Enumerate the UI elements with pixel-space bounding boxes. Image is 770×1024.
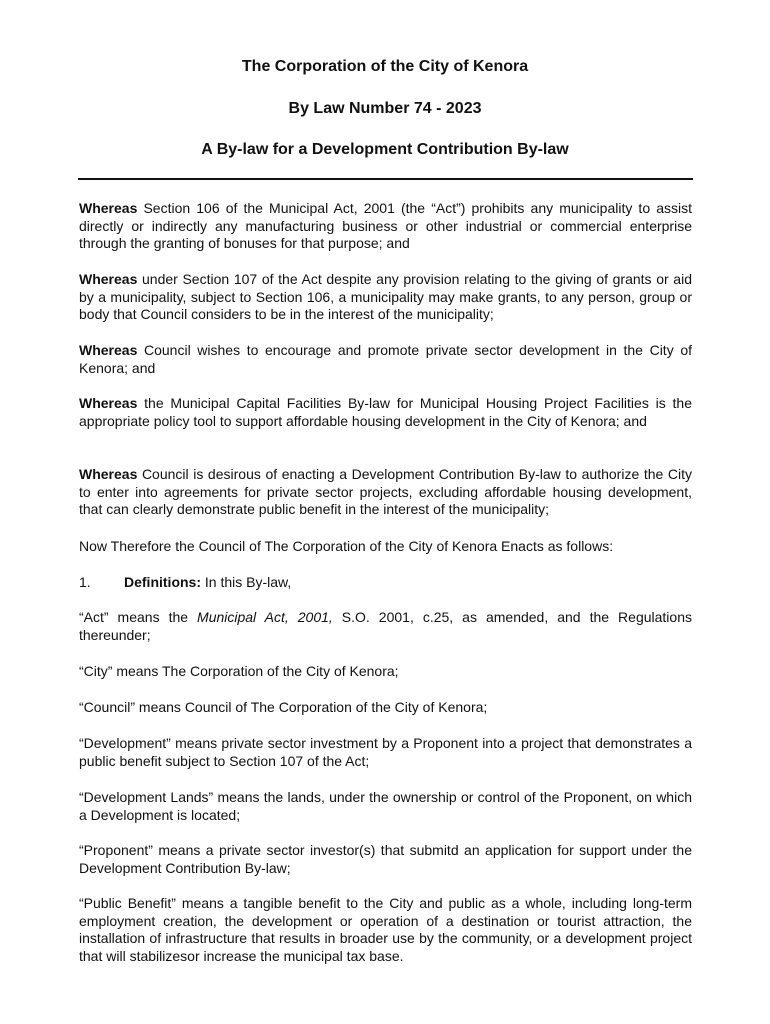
recital-text: under Section 107 of the Act despite any provision relating to the giving of grants or aid by a municipality, subject to Section 106, a municipality may make grants, to any person, group or body that Council considers to be in the interest of the municipality;	[79, 271, 692, 323]
recital-2	[79, 271, 692, 324]
definition-public-benefit: “Public Benefit” means a tangible benefit to the City and public as a whole, including long-term employment creation, the development or operation of a destination or tourist attraction, the installation of infrastructure that results in broader use by the community, or a development project that will stabilizesor increase the municipal tax base.	[79, 895, 692, 964]
recital-5	[79, 466, 692, 519]
recital-4	[79, 395, 692, 430]
recital-lead: Whereas	[79, 200, 138, 216]
definition-act	[79, 609, 692, 644]
definition-council: “Council” means Council of The Corporation of the City of Kenora;	[79, 699, 488, 715]
recital-text: Section 106 of the Municipal Act, 2001 (the “Act”) prohibits any municipality to assist directly or indirectly any manufacturing business or other industrial or commercial enterprise through the granting of bonuses for that purpose; and	[79, 200, 692, 252]
bylaw-title-heading: A By-law for a Development Contribution By-law	[201, 141, 569, 158]
recital-lead: Whereas	[79, 466, 138, 482]
recital-text: Council is desirous of enacting a Development Contribution By-law to authorize the City to enter into agreements for private sector projects, excluding affordable housing development, that can clearly demonstrate public benefit in the interest of the municipality;	[79, 466, 692, 518]
definition-proponent: “Proponent” means a private sector investor(s) that submitd an application for support under the Development Contribution By-law;	[79, 842, 692, 876]
recital-text: Council wishes to encourage and promote private sector development in the City of Kenora; and	[79, 342, 692, 376]
bylaw-number-heading: By Law Number 74 - 2023	[288, 100, 482, 117]
recital-lead: Whereas	[79, 271, 138, 287]
definition-city: “City” means The Corporation of the City of Kenora;	[79, 663, 399, 679]
title-divider	[78, 178, 693, 180]
section-intro: In this By-law,	[201, 574, 292, 590]
definition-text: S.O. 2001, c.25, as amended, and the Regulations thereunder;	[79, 609, 692, 643]
recital-1	[79, 200, 692, 253]
recital-lead: Whereas	[79, 395, 138, 411]
corporation-heading: The Corporation of the City of Kenora	[241, 58, 529, 75]
section-number: 1.	[79, 574, 91, 590]
definition-text: “Act” means the	[79, 609, 198, 625]
recital-text: the Municipal Capital Facilities By-law for Municipal Housing Project Facilities is the appropriate policy tool to support affordable housing development in the City of Kenora; and	[79, 395, 692, 429]
definition-development-lands: “Development Lands” means the lands, under the ownership or control of the Proponent, on which a Development is located;	[79, 789, 692, 823]
enacting-clause: Now Therefore the Council of The Corporation of the City of Kenora Enacts as follows:	[79, 538, 614, 554]
recital-lead: Whereas	[79, 342, 138, 358]
definition-development: “Development” means private sector investment by a Proponent into a project that demonstrates a public benefit subject to Section 107 of the Act;	[79, 735, 692, 769]
section-1-heading	[79, 574, 692, 592]
recital-3	[79, 342, 692, 377]
section-title: Definitions:	[124, 574, 201, 590]
statute-name: Municipal Act, 2001,	[197, 609, 333, 625]
